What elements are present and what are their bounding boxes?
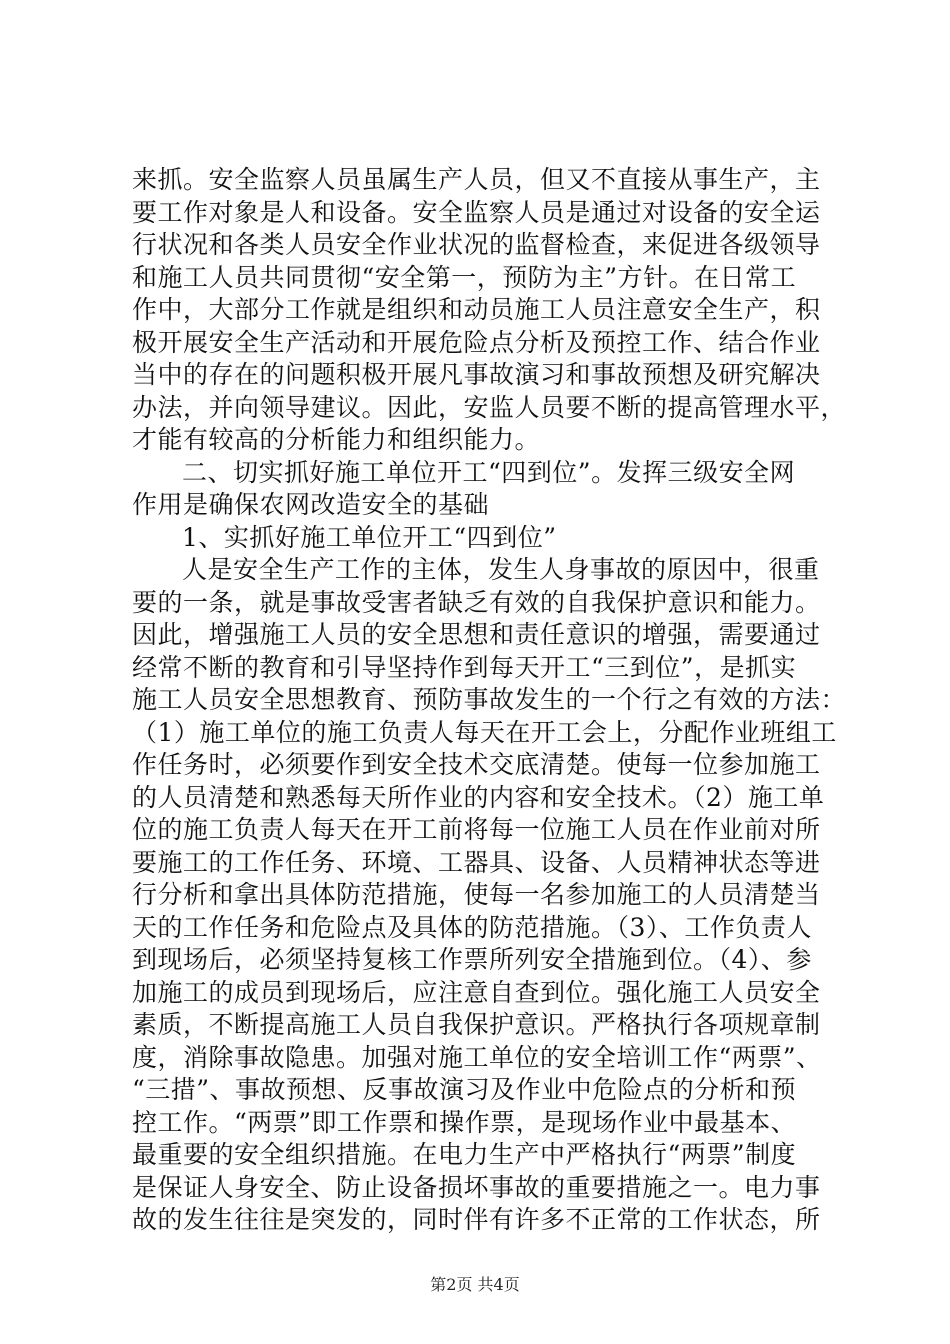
text-line: 当中的存在的问题积极开展凡事故演习和事故预想及研究解决 bbox=[132, 360, 821, 389]
text-line: 加施工的成员到现场后，应注意自查到位。强化施工人员安全 bbox=[132, 977, 821, 1007]
text-line: 二、切实抓好施工单位开工“四到位”。发挥三级安全网 bbox=[182, 457, 796, 487]
text-line: 因此，增强施工人员的安全思想和责任意识的增强，需要通过 bbox=[132, 620, 821, 649]
text-line: 办法，并向领导建议。因此，安监人员要不断的提高管理水平， bbox=[132, 392, 847, 422]
text-line: 要施工的工作任务、环境、工器具、设备、人员精神状态等进 bbox=[132, 847, 821, 877]
text-line: 作中，大部分工作就是组织和动员施工人员注意安全生产，积 bbox=[132, 295, 821, 324]
text-line: 来抓。安全监察人员虽属生产人员，但又不直接从事生产，主 bbox=[132, 165, 821, 194]
text-line: 作用是确保农网改造安全的基础 bbox=[132, 490, 490, 519]
text-line: 素质，不断提高施工人员自我保护意识。严格执行各项规章制 bbox=[132, 1010, 821, 1039]
text-line: 要的一条，就是事故受害者缺乏有效的自我保护意识和能力。 bbox=[132, 587, 821, 617]
text-line: 作任务时，必须要作到安全技术交底清楚。使每一位参加施工 bbox=[132, 750, 821, 779]
page-footer: 第2页 共4页 bbox=[430, 1275, 520, 1294]
text-line: 要工作对象是人和设备。安全监察人员是通过对设备的安全运 bbox=[132, 197, 821, 227]
document-body bbox=[132, 164, 847, 1237]
text-line: 是保证人身安全、防止设备损坏事故的重要措施之一。电力事 bbox=[132, 1172, 821, 1202]
text-line: 才能有较高的分析能力和组织能力。 bbox=[132, 425, 541, 454]
text-line: 极开展安全生产活动和开展危险点分析及预控工作、结合作业 bbox=[132, 327, 821, 357]
text-line: “三措”、事故预想、反事故演习及作业中危险点的分析和预 bbox=[132, 1075, 797, 1104]
text-line: 最重要的安全组织措施。在电力生产中严格执行“两票”制度 bbox=[132, 1140, 797, 1169]
text-line: （1）施工单位的施工负责人每天在开工会上，分配作业班组工 bbox=[132, 717, 837, 747]
text-line: 行分析和拿出具体防范措施，使每一名参加施工的人员清楚当 bbox=[132, 880, 821, 909]
text-line: 行状况和各类人员安全作业状况的监督检查，来促进各级领导 bbox=[132, 230, 821, 259]
text-line: 的人员清楚和熟悉每天所作业的内容和安全技术。（2）施工单 bbox=[132, 782, 825, 812]
text-line: 施工人员安全思想教育、预防事故发生的一个行之有效的方法： bbox=[132, 685, 847, 714]
text-line: 人是安全生产工作的主体，发生人身事故的原因中，很重 bbox=[182, 555, 820, 584]
text-line: 度，消除事故隐患。加强对施工单位的安全培训工作“两票”、 bbox=[132, 1042, 822, 1072]
text-line: 1、实抓好施工单位开工“四到位” bbox=[182, 522, 557, 552]
text-line: 天的工作任务和危险点及具体的防范措施。（3）、工作负责人 bbox=[132, 912, 812, 942]
text-line: 控工作。“两票”即工作票和操作票，是现场作业中最基本、 bbox=[132, 1107, 797, 1137]
text-line: 到现场后，必须坚持复核工作票所列安全措施到位。（4）、参 bbox=[132, 945, 812, 974]
text-line: 经常不断的教育和引导坚持作到每天开工“三到位”，是抓实 bbox=[132, 652, 797, 682]
text-line: 故的发生往往是突发的，同时伴有许多不正常的工作状态，所 bbox=[132, 1205, 821, 1234]
text-line: 位的施工负责人每天在开工前将每一位施工人员在作业前对所 bbox=[132, 815, 821, 844]
text-line: 和施工人员共同贯彻“安全第一，预防为主”方针。在日常工 bbox=[132, 262, 797, 292]
